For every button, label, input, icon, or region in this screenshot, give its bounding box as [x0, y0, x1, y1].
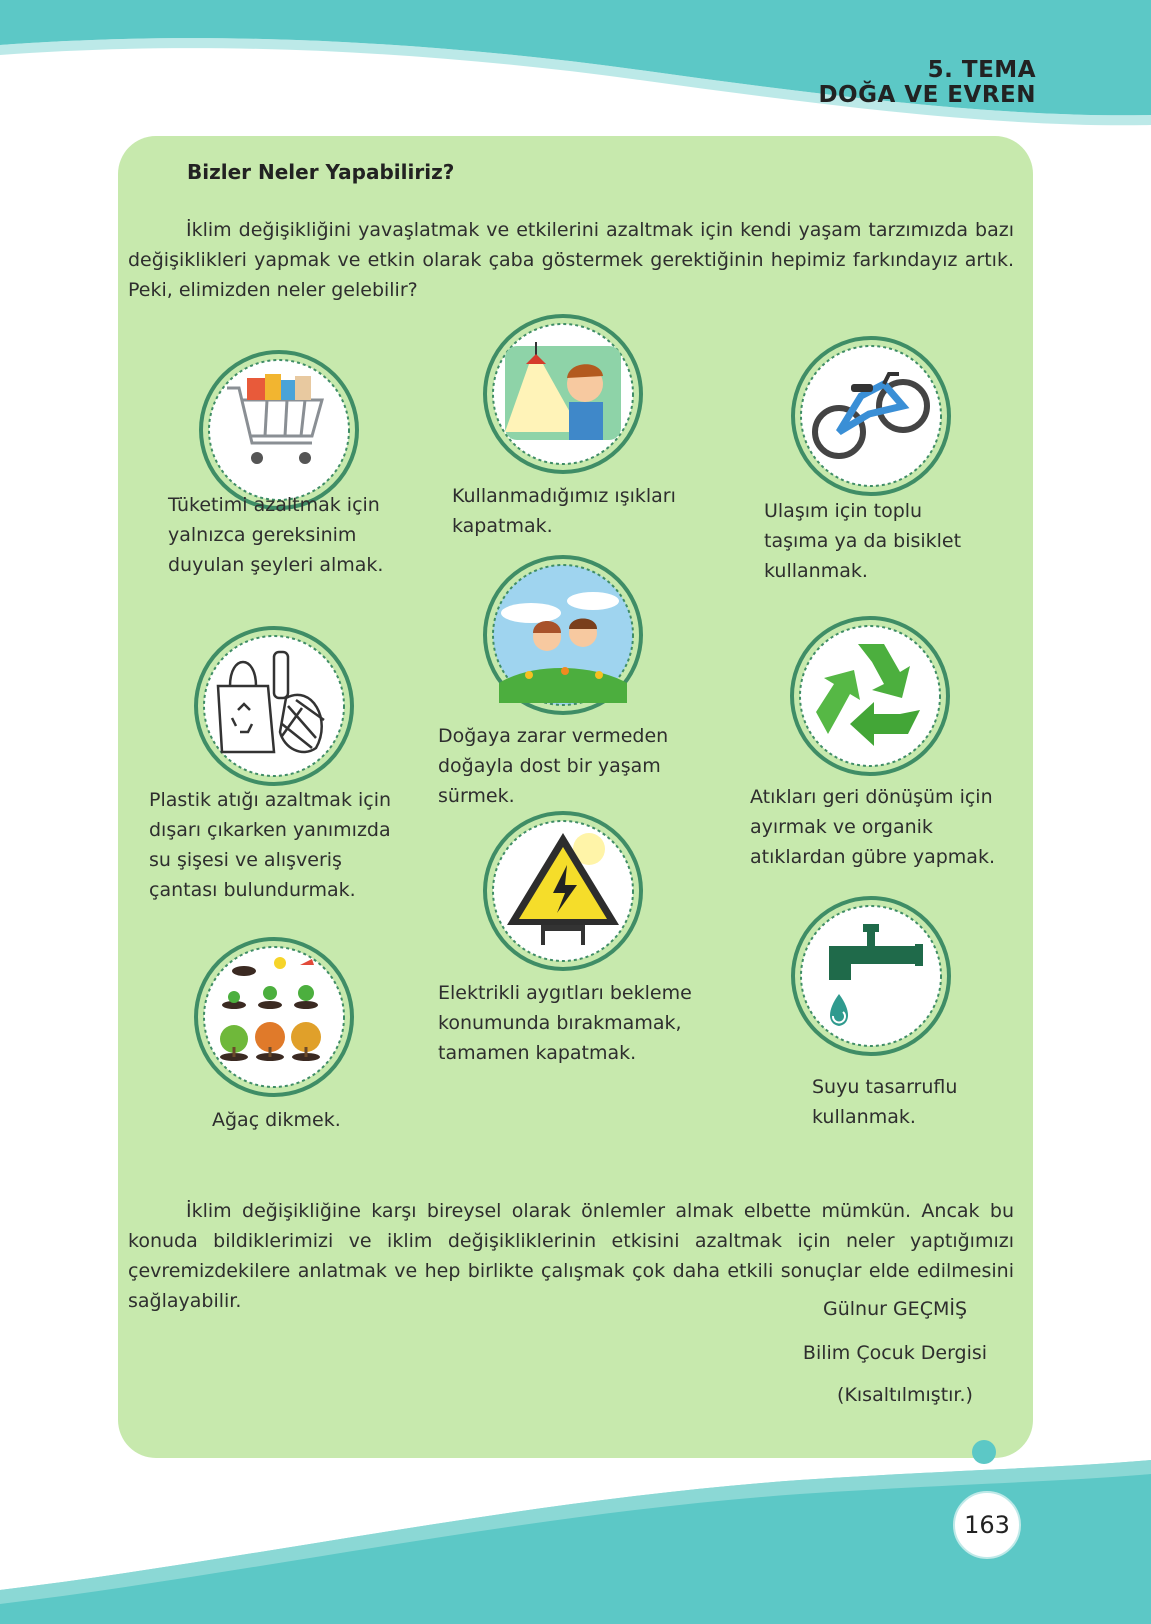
theme-name: DOĞA VE EVREN — [818, 82, 1036, 108]
children-nature-icon — [481, 553, 645, 717]
caption-shopping: Tüketimi azaltmak için yalnızca gereksinim duyulan şeyleri almak. — [168, 494, 384, 576]
caption-electric: Elektrikli aygıtları bekleme konumunda bırakmamak, tamamen kapatmak. — [438, 982, 692, 1064]
recycle-icon — [788, 614, 952, 778]
caption-lights: Kullanmadığımız ışıkları kapatmak. — [452, 485, 676, 537]
tree-planting-icon — [192, 935, 356, 1099]
author-name: Gülnur GEÇMİŞ — [822, 1298, 968, 1320]
intro-paragraph — [128, 215, 1014, 305]
caption-bags: Plastik atığı azaltmak için dışarı çıkarken yanımızda su şişesi ve alışveriş çantası bulundurmak. — [149, 789, 392, 901]
caption-water: Suyu tasarruflu kullanmak. — [812, 1076, 958, 1128]
water-tap-icon — [789, 894, 953, 1058]
conclusion-text: İklim değişikliğine karşı bireysel olarak önlemler almak elbette mümkün. Ancak bu konuda bildiklerimizi ve iklim değişikliklerinin etkisini azaltmak için neler yaptığımızı çevremizdekilere anlatmak ve hep birlikte çalışmak çok daha etkili sonuçlar elde edilmesini sağlayabilir. — [128, 1200, 1014, 1312]
theme-title — [818, 58, 1036, 108]
caption-trees: Ağaç dikmek. — [212, 1109, 341, 1131]
caption-recycle: Atıkları geri dönüşüm için ayırmak ve organik atıklardan gübre yapmak. — [750, 786, 995, 868]
magazine-name: Bilim Çocuk Dergisi — [802, 1342, 988, 1364]
section-heading: Bizler Neler Yapabiliriz? — [187, 160, 455, 184]
shopping-cart-icon — [197, 348, 361, 512]
page-number: 163 — [953, 1491, 1021, 1559]
theme-number: 5. TEMA — [927, 57, 1036, 83]
abridged-note: (Kısaltılmıştır.) — [837, 1384, 973, 1406]
reusable-bag-icon — [192, 624, 356, 788]
bicycle-icon — [789, 334, 953, 498]
caption-nature: Doğaya zarar vermeden doğayla dost bir yaşam sürmek. — [438, 725, 669, 807]
light-bulb-icon — [481, 312, 645, 476]
caption-bicycle: Ulaşım için toplu taşıma ya da bisiklet kullanmak. — [764, 500, 962, 582]
intro-text: İklim değişikliğini yavaşlatmak ve etkilerini azaltmak için kendi yaşam tarzımızda bazı değişiklikleri yapmak ve etkin olarak çaba göstermek gerektiğinin hepimiz farkındayız artık. Peki, elimizden neler gelebilir? — [128, 219, 1014, 301]
electric-warning-icon — [481, 809, 645, 973]
